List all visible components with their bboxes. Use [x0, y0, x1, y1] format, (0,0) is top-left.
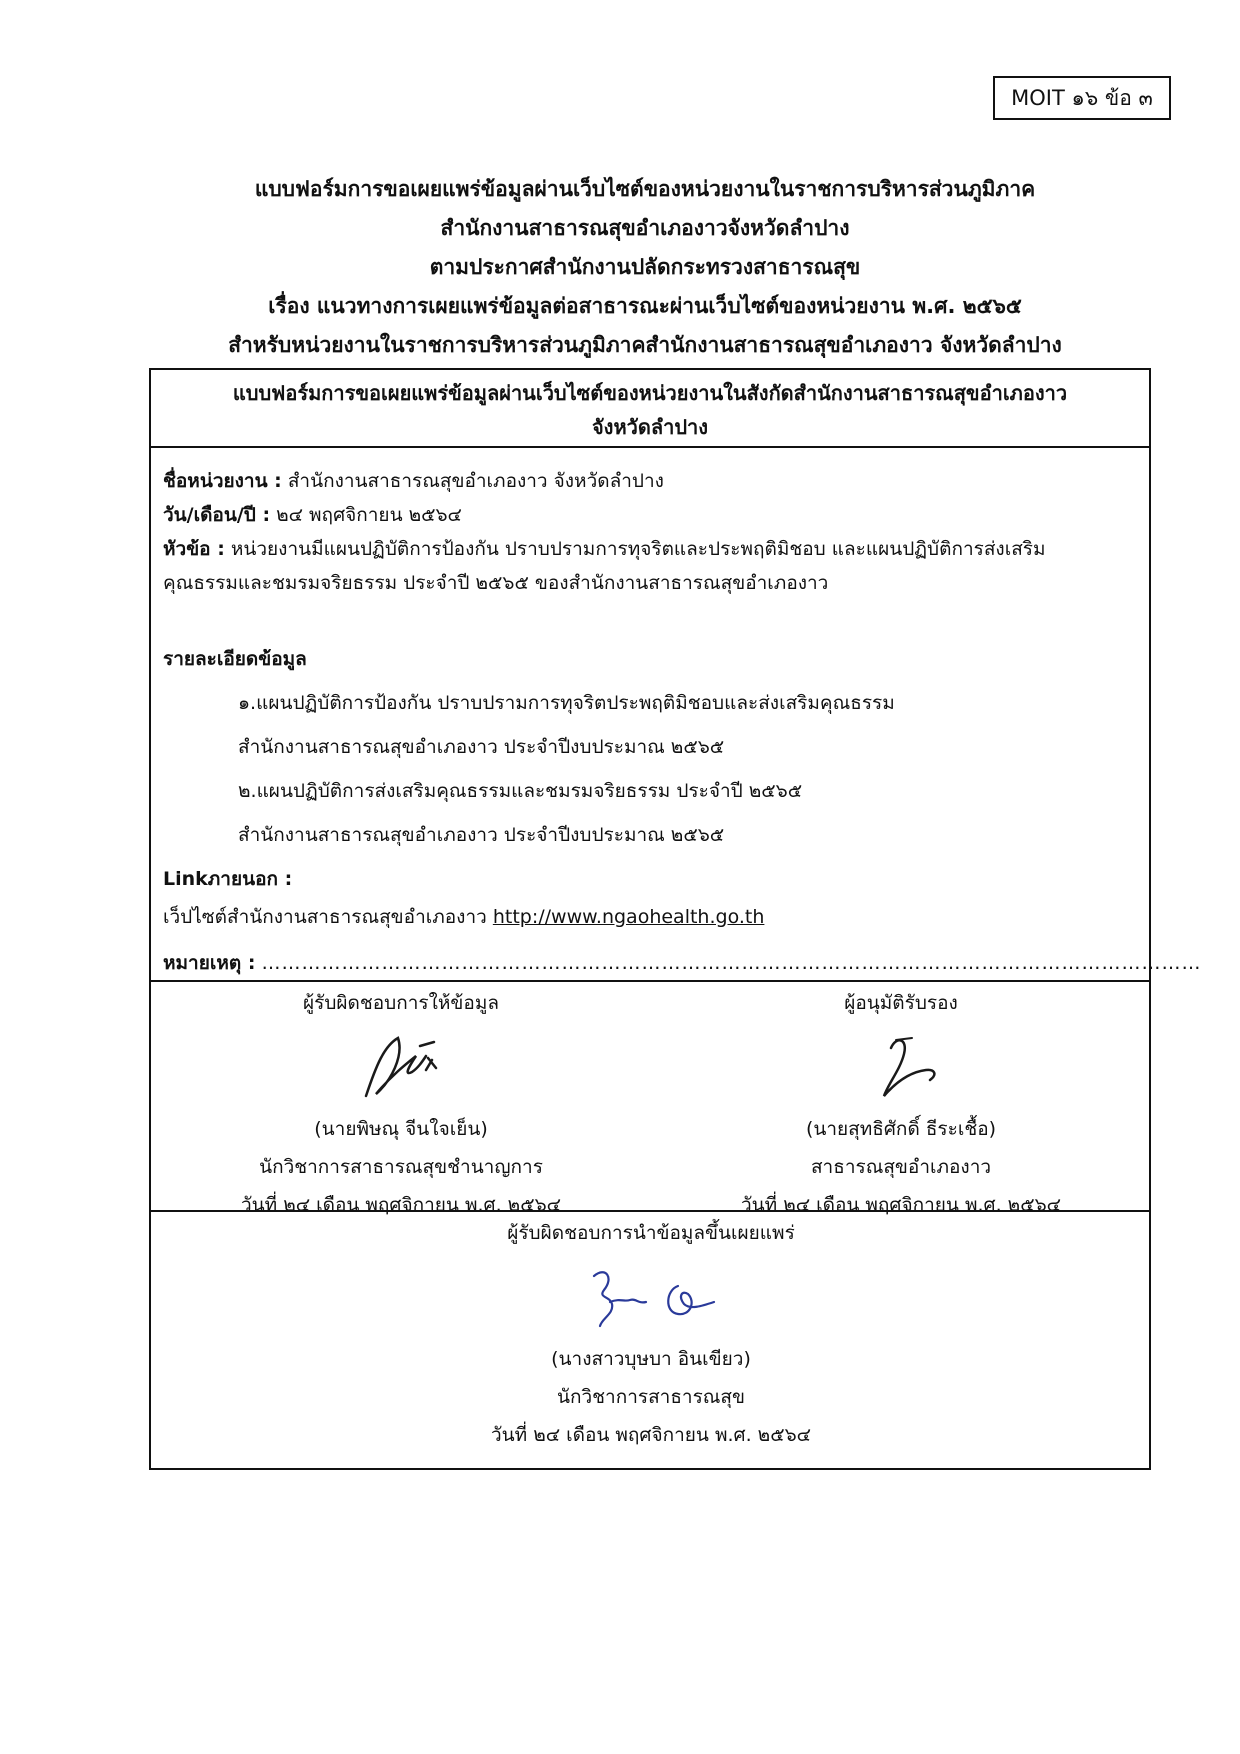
- header-line-4: เรื่อง แนวทางการเผยแพร่ข้อมูลต่อสาธารณะผ่านเว็บไซต์ของหน่วยงาน พ.ศ. ๒๕๖๕: [268, 294, 1022, 318]
- signer-date: วันที่ ๒๔ เดือน พฤศจิกายน พ.ศ. ๒๕๖๔: [240, 1194, 562, 1216]
- details-item: ๑.แผนปฏิบัติการป้องกัน ปราบปรามการทุจริตประพฤติมิชอบและส่งเสริมคุณธรรม: [238, 692, 895, 714]
- signature-block-bottom: [401, 1214, 901, 1454]
- link-prefix: เว็ปไซต์สำนักงานสาธารณสุขอำเภองาว: [163, 906, 487, 928]
- form-title: [151, 370, 1149, 448]
- date-row: [163, 500, 462, 530]
- agency-row: [163, 466, 664, 496]
- agency-value: สำนักงานสาธารณสุขอำเภองาว จังหวัดลำปาง: [287, 470, 664, 492]
- details-item: สำนักงานสาธารณสุขอำเภองาว ประจำปีงบประมาณ ๒๕๖๕: [238, 736, 725, 758]
- header-line-2: สำนักงานสาธารณสุขอำเภองาวจังหวัดลำปาง: [440, 216, 850, 240]
- signer-position: นักวิชาการสาธารณสุขชำนาญการ: [259, 1156, 543, 1178]
- handwritten-signature-left: [151, 1022, 651, 1110]
- signature-block-right: [651, 984, 1151, 1224]
- signer-position: นักวิชาการสาธารณสุข: [556, 1386, 746, 1408]
- handwritten-signature-right: [651, 1022, 1151, 1110]
- external-link[interactable]: http://www.ngaohealth.go.th: [492, 906, 765, 928]
- details-item: สำนักงานสาธารณสุขอำเภองาว ประจำปีงบประมาณ ๒๕๖๕: [238, 824, 725, 846]
- date-value: ๒๔ พฤศจิกายน ๒๕๖๔: [276, 504, 462, 526]
- document-header: [150, 170, 1140, 365]
- signer-date: วันที่ ๒๔ เดือน พฤศจิกายน พ.ศ. ๒๕๖๔: [490, 1424, 812, 1446]
- details-label: รายละเอียดข้อมูล: [163, 648, 307, 670]
- signer-name: (นายสุทธิศักดิ์ ธีระเชื้อ): [805, 1118, 997, 1140]
- details-item: ๒.แผนปฏิบัติการส่งเสริมคุณธรรมและชมรมจริยธรรม ประจำปี ๒๕๖๕: [238, 780, 803, 802]
- topic-label: หัวข้อ :: [163, 538, 225, 560]
- header-line-5: สำหรับหน่วยงานในราชการบริหารส่วนภูมิภาคสำนักงานสาธารณสุขอำเภองาว จังหวัดลำปาง: [228, 333, 1062, 357]
- signature-divider-top: [151, 980, 1149, 982]
- header-line-1: แบบฟอร์มการขอเผยแพร่ข้อมูลผ่านเว็บไซต์ของหน่วยงานในราชการบริหารส่วนภูมิภาค: [254, 177, 1036, 201]
- form-title-line-1: แบบฟอร์มการขอเผยแพร่ข้อมูลผ่านเว็บไซต์ของหน่วยงานในสังกัดสำนักงานสาธารณสุขอำเภองาว: [232, 381, 1068, 405]
- topic-value-line-2: คุณธรรมและชมรมจริยธรรม ประจำปี ๒๕๖๕ ของสำนักงานสาธารณสุขอำเภองาว: [163, 572, 829, 594]
- link-label: Linkภายนอก :: [163, 868, 293, 890]
- signature-role: ผู้อนุมัติรับรอง: [844, 992, 958, 1014]
- signer-position: สาธารณสุขอำเภองาว: [810, 1156, 992, 1178]
- agency-label: ชื่อหน่วยงาน :: [163, 470, 282, 492]
- request-form: [149, 368, 1202, 1470]
- topic-row: [163, 534, 1046, 564]
- topic-value-line-1: หน่วยงานมีแผนปฏิบัติการป้องกัน ปราบปรามการทุจริตและประพฤติมิชอบ และแผนปฏิบัติการส่งเสริม: [230, 538, 1046, 560]
- note-value: ……………………………………………………………………………………………………………………………: [261, 952, 1202, 974]
- signature-divider-bottom: [151, 1210, 1149, 1212]
- handwritten-signature-bottom: [401, 1252, 901, 1340]
- signature-role: ผู้รับผิดชอบการนำข้อมูลขึ้นเผยแพร่: [507, 1222, 795, 1244]
- signer-name: (นางสาวบุษบา อินเขียว): [551, 1348, 751, 1370]
- signer-date: วันที่ ๒๔ เดือน พฤศจิกายน พ.ศ. ๒๕๖๔: [740, 1194, 1062, 1216]
- link-row: [163, 902, 764, 932]
- document-ref-box: MOIT ๑๖ ข้อ ๓: [993, 76, 1171, 120]
- signer-name: (นายพิษณุ จีนใจเย็น): [314, 1118, 488, 1140]
- header-line-3: ตามประกาศสำนักงานปลัดกระทรวงสาธารณสุข: [429, 255, 861, 279]
- date-label: วัน/เดือน/ปี :: [163, 504, 271, 526]
- signature-role: ผู้รับผิดชอบการให้ข้อมูล: [303, 992, 499, 1014]
- form-title-line-2: จังหวัดลำปาง: [591, 415, 709, 439]
- signature-block-left: [151, 984, 651, 1224]
- note-label: หมายเหตุ :: [163, 952, 256, 974]
- note-row: [163, 948, 1201, 978]
